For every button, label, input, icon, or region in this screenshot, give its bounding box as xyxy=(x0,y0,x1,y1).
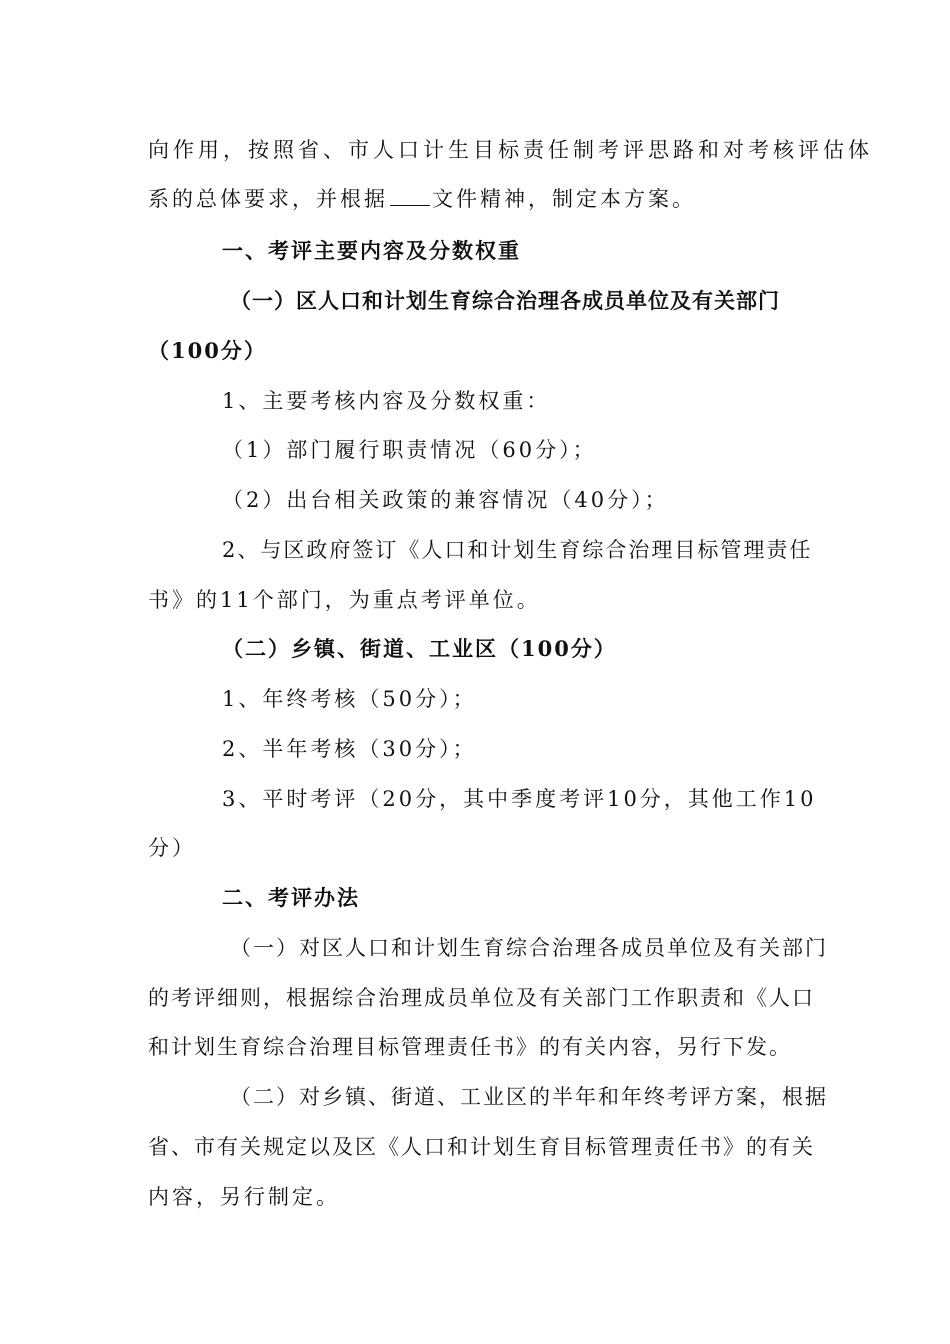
list-item: 2、与区政府签订《人口和计划生育综合治理目标管理责任 xyxy=(222,538,813,562)
paragraph-line xyxy=(148,184,808,214)
text-fragment: 文件精神，制定本方案。 xyxy=(432,187,696,211)
paragraph-line: 省、市有关规定以及区《人口和计划生育目标管理责任书》的有关 xyxy=(148,1135,815,1159)
paragraph-line: 和计划生育综合治理目标管理责任书》的有关内容，另行下发。 xyxy=(148,1035,792,1059)
blank-underline xyxy=(390,187,430,206)
subsection-heading: （100分） xyxy=(148,338,267,363)
list-item: 书》的11个部门，为重点考评单位。 xyxy=(148,588,541,612)
text-fragment: 系的总体要求，并根据 xyxy=(148,187,388,211)
subsection-heading: （一）区人口和计划生育综合治理各成员单位及有关部门 xyxy=(230,288,780,313)
paragraph-line: （一）对区人口和计划生育综合治理各成员单位及有关部门 xyxy=(230,936,828,960)
list-item: （1）部门履行职责情况（60分）； xyxy=(222,438,597,462)
list-item: 分） xyxy=(148,836,196,860)
list-item: 3、平时考评（20分，其中季度考评10分，其他工作10 xyxy=(222,787,817,811)
section-heading: 二、考评办法 xyxy=(222,885,360,910)
paragraph-line: 内容，另行制定。 xyxy=(148,1185,340,1209)
list-item: （2）出台相关政策的兼容情况（40分）； xyxy=(222,488,669,512)
list-item: 2、半年考核（30分）； xyxy=(222,737,477,761)
paragraph-line: 的考评细则，根据综合治理成员单位及有关部门工作职责和《人口 xyxy=(148,986,815,1010)
paragraph-line: 向作用，按照省、市人口计生目标责任制考评思路和对考核评估体 xyxy=(148,138,873,162)
paragraph-line: （二）对乡镇、街道、工业区的半年和年终考评方案，根据 xyxy=(230,1085,828,1109)
subsection-heading: （二）乡镇、街道、工业区（100分） xyxy=(222,636,617,661)
list-item: 1、年终考核（50分）； xyxy=(222,687,477,711)
section-heading: 一、考评主要内容及分数权重 xyxy=(222,238,521,263)
list-item: 1、主要考核内容及分数权重： xyxy=(222,389,551,413)
